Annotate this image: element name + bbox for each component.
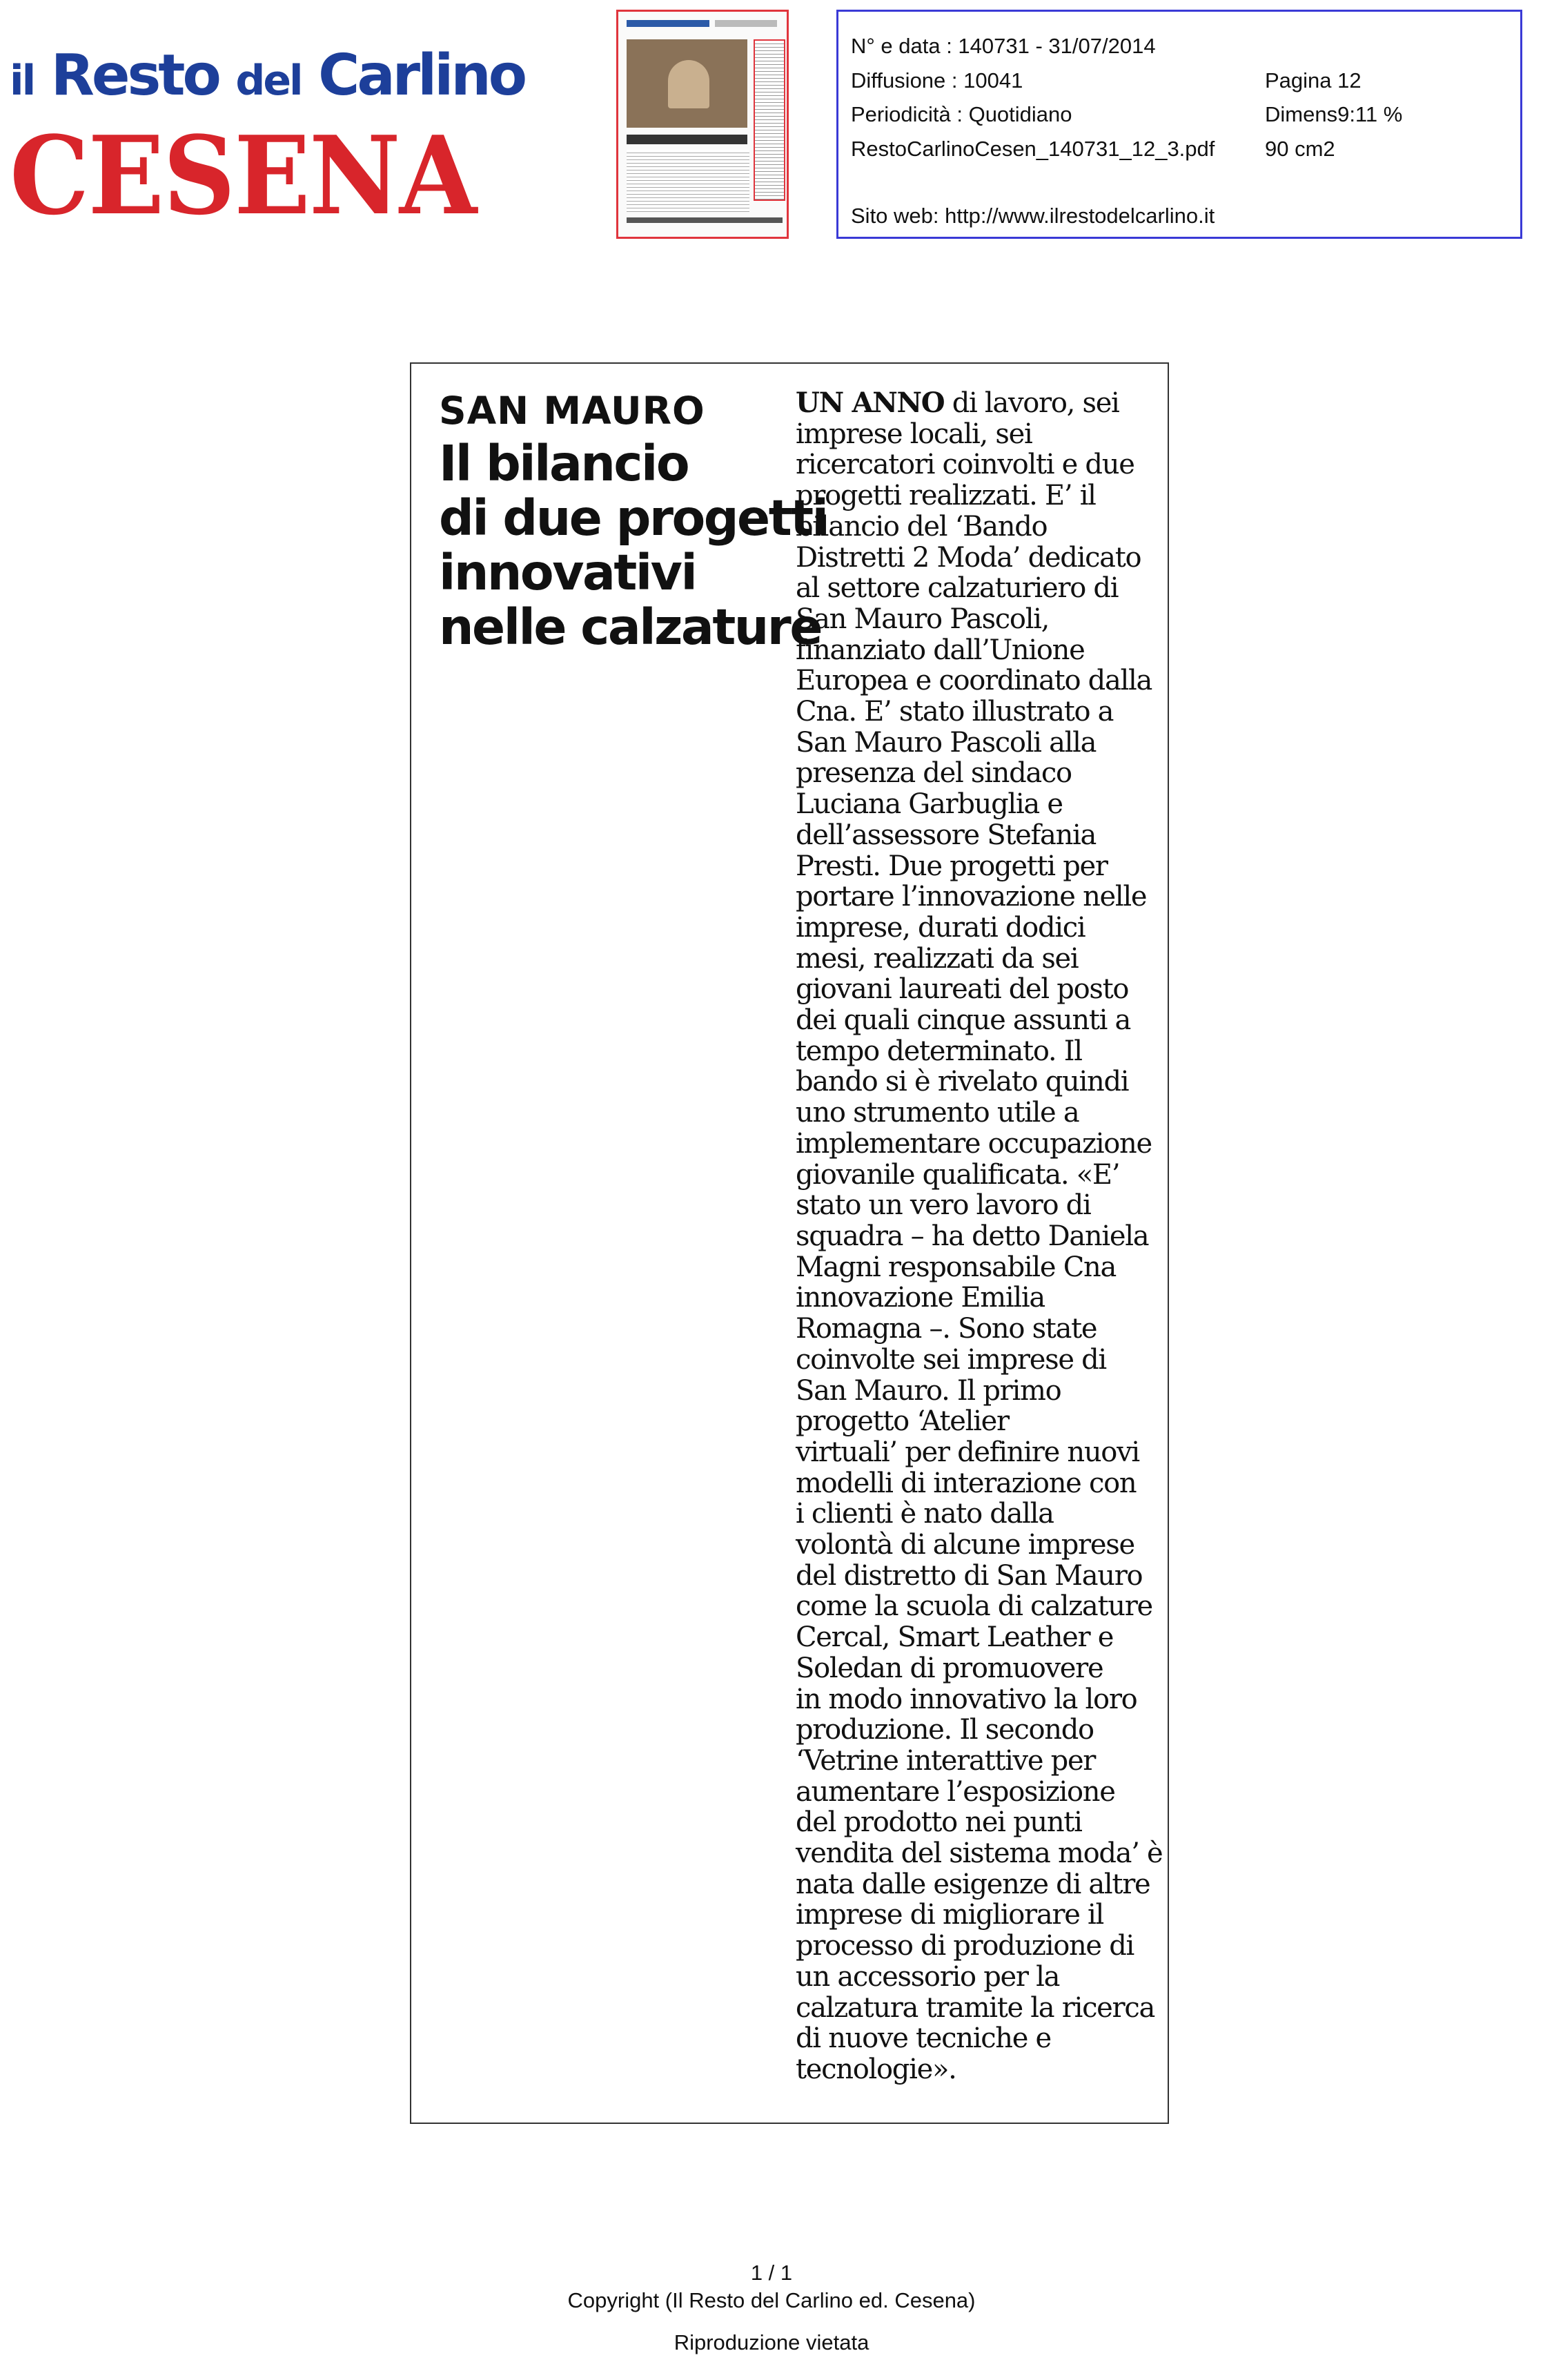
body-line: uno strumento utile a (796, 1097, 1079, 1129)
article-headline (439, 435, 827, 656)
article-body (796, 387, 1163, 2085)
masthead-del: del (235, 57, 302, 105)
body-line: imprese locali, sei (796, 418, 1032, 450)
page-thumbnail (616, 10, 789, 239)
body-line: aumentare l’esposizione (796, 1775, 1115, 1808)
body-line: volontà di alcune imprese (796, 1529, 1134, 1561)
body-line: al settore calzaturiero di (796, 572, 1119, 605)
body-line: nata dalle esigenze di altre (796, 1868, 1150, 1900)
body-line: Cercal, Smart Leather e (796, 1621, 1114, 1654)
info-sito: Sito web: http://www.ilrestodelcarlino.it (851, 204, 1215, 228)
body-line: Soledan di promuovere (796, 1652, 1103, 1684)
info-periodicita: Periodicità : Quotidiano (851, 102, 1072, 126)
body-line: giovani laureati del posto (796, 973, 1129, 1006)
thumbnail-article-highlight (754, 39, 785, 201)
info-numero-data: N° e data : 140731 - 31/07/2014 (851, 34, 1156, 58)
body-line: progetti realizzati. E’ il (796, 480, 1096, 512)
body-line: ‘Vetrine interattive per (796, 1744, 1096, 1777)
body-line: progetto ‘Atelier (796, 1405, 1009, 1438)
body-line: come la scuola di calzature (796, 1590, 1152, 1623)
body-line: produzione. Il secondo (796, 1714, 1094, 1746)
article-frame (410, 362, 1169, 2124)
thumbnail-footer (627, 217, 783, 223)
body-line: Presti. Due progetti per (796, 850, 1108, 882)
info-file: RestoCarlinoCesen_140731_12_3.pdf (851, 137, 1215, 161)
body-first-line (796, 388, 1154, 419)
masthead-logo (10, 41, 541, 239)
headline-line: nelle calzature (439, 598, 821, 656)
thumbnail-text (627, 150, 749, 212)
article-lead: UN ANNO (796, 387, 945, 419)
body-line: San Mauro. Il primo (796, 1374, 1061, 1407)
info-dimens: Dimens9:11 % (1265, 102, 1403, 126)
info-pagina: Pagina 12 (1265, 68, 1362, 92)
body-line: ricercatori coinvolti e due (796, 449, 1134, 481)
body-line: bilancio del ‘Bando (796, 510, 1048, 543)
info-diffusione: Diffusione : 10041 (851, 68, 1023, 92)
body-line: implementare occupazione (796, 1127, 1152, 1160)
body-line: Luciana Garbuglia e (796, 788, 1063, 821)
body-line: del prodotto nei punti (796, 1806, 1082, 1839)
headline-line: Il bilancio (439, 435, 689, 492)
body-line: coinvolte sei imprese di (796, 1343, 1106, 1376)
body-line: Distretti 2 Moda’ dedicato (796, 541, 1141, 574)
headline-line: di due progetti (439, 489, 827, 547)
thumbnail-header-right (715, 20, 777, 27)
copyright-notice: Copyright (Il Resto del Carlino ed. Cesena) (567, 2288, 976, 2312)
body-line: imprese, durati dodici (796, 911, 1085, 944)
body-line: Cna. E’ stato illustrato a (796, 696, 1114, 728)
body-line: squadra – ha detto Daniela (796, 1220, 1149, 1252)
article-kicker: SAN MAURO (439, 389, 705, 433)
body-line: Romagna –. Sono state (796, 1313, 1097, 1345)
body-line: del distretto di San Mauro (796, 1559, 1143, 1592)
masthead-prefix: il (10, 57, 35, 105)
thumbnail-photo (627, 39, 747, 128)
body-line: i clienti è nato dalla (796, 1498, 1054, 1530)
body-line: Europea e coordinato dalla (796, 665, 1152, 697)
body-line: San Mauro Pascoli, (796, 603, 1050, 635)
body-line: processo di produzione di (796, 1930, 1134, 1962)
body-line: modelli di interazione con (796, 1467, 1137, 1499)
reproduction-notice: Riproduzione vietata (674, 2330, 869, 2354)
body-line: in modo innovativo la loro (796, 1683, 1137, 1715)
body-line: vendita del sistema moda’ è (796, 1837, 1163, 1870)
press-info-box (836, 10, 1522, 239)
thumbnail-headline (627, 135, 747, 144)
body-line: bando si è rivelato quindi (796, 1066, 1129, 1098)
body-line: calzatura tramite la ricerca (796, 1991, 1155, 2024)
body-line: presenza del sindaco (796, 757, 1072, 790)
page-number: 1 / 1 (750, 2261, 793, 2285)
body-line: giovanile qualificata. «E’ (796, 1158, 1120, 1191)
body-line: dei quali cinque assunti a (796, 1004, 1131, 1037)
masthead-carlino: Carlino (318, 43, 525, 108)
first-line-rest: di lavoro, sei (944, 387, 1119, 419)
body-line: imprese di migliorare il (796, 1899, 1104, 1931)
body-line: San Mauro Pascoli alla (796, 726, 1097, 759)
body-line: di nuove tecniche e (796, 2022, 1051, 2055)
body-line: tempo determinato. Il (796, 1035, 1082, 1067)
thumbnail-header (627, 20, 709, 27)
body-line: tecnologie». (796, 2053, 956, 2085)
body-line: finanziato dall’Unione (796, 634, 1085, 666)
body-line: dell’assessore Stefania (796, 819, 1097, 851)
body-line: Magni responsabile Cna (796, 1251, 1117, 1283)
masthead-title (10, 41, 524, 115)
body-line: stato un vero lavoro di (796, 1189, 1091, 1222)
body-line: mesi, realizzati da sei (796, 942, 1079, 975)
masthead-city: CESENA (10, 113, 476, 239)
body-line: portare l’innovazione nelle (796, 881, 1147, 913)
masthead-resto: Resto (50, 43, 219, 108)
headline-line: innovativi (439, 544, 696, 601)
body-line: un accessorio per la (796, 1960, 1060, 1993)
body-line: virtuali’ per definire nuovi (796, 1436, 1139, 1468)
info-area: 90 cm2 (1265, 137, 1335, 161)
body-line: innovazione Emilia (796, 1282, 1045, 1314)
